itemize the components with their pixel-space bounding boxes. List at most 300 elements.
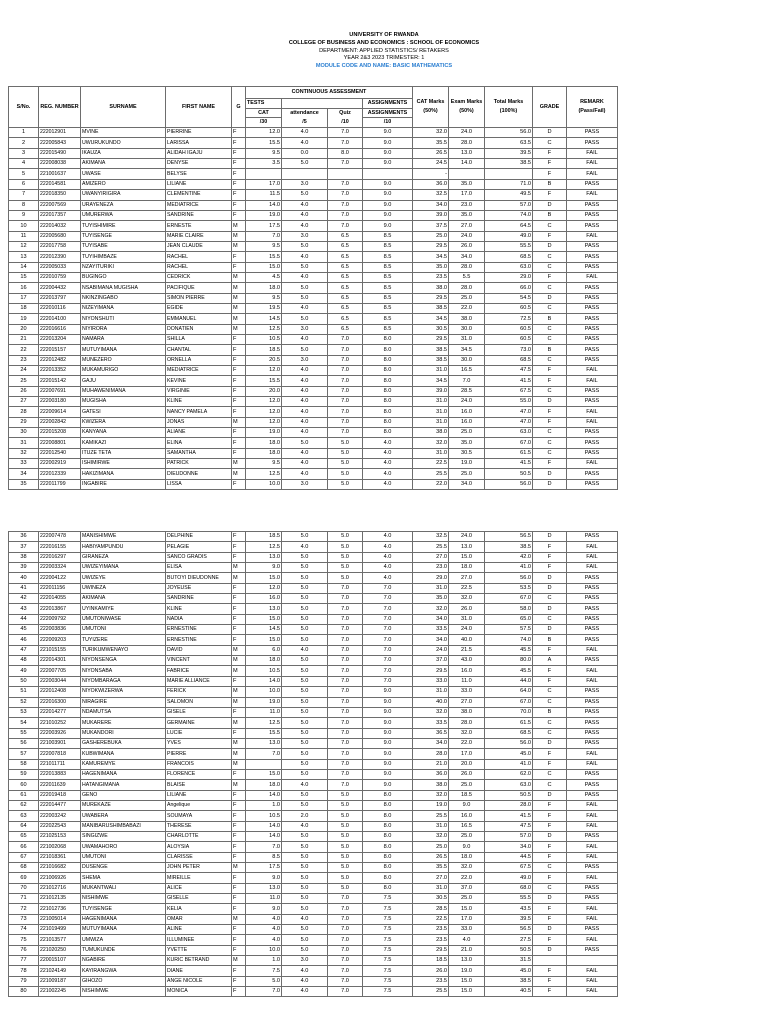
cell-cat-marks: 24.5: [413, 159, 449, 169]
cell-surname: NAMARA: [81, 334, 166, 344]
table-row: [9, 448, 618, 458]
cell-sno: 45: [9, 625, 39, 635]
cell-first-name: FABRICE: [166, 666, 232, 676]
cell-sno: 10: [9, 221, 39, 231]
cell-total-marks: 38.5: [485, 976, 533, 986]
cell-attendance: 4.0: [282, 976, 328, 986]
table-row: [9, 821, 618, 831]
cell-total-marks: 67.5: [485, 386, 533, 396]
cell-gender: F: [232, 935, 246, 945]
cell-quiz: 5.0: [328, 821, 363, 831]
cell-assignments: 8.5: [363, 231, 413, 241]
cell-reg-number: 221011711: [39, 759, 81, 769]
cell-cat: 13.0: [246, 738, 282, 748]
quiz-label: Quiz: [339, 110, 351, 117]
cell-cat: 12.0: [246, 397, 282, 407]
cell-surname: UWANYIRIGIRA: [81, 190, 166, 200]
cell-quiz: 5.0: [328, 552, 363, 562]
cell-surname: NIYOMBARAGA: [81, 676, 166, 686]
cell-quiz: 5.0: [328, 811, 363, 821]
cell-assignments: 7.0: [363, 666, 413, 676]
cell-first-name: ELISA: [166, 563, 232, 573]
cell-assignments: 7.0: [363, 635, 413, 645]
cell-first-name: ERNESTE: [166, 221, 232, 231]
cell-grade: C: [533, 780, 567, 790]
col-surname: SURNAME: [81, 87, 166, 128]
cell-first-name: VIRGINIE: [166, 386, 232, 396]
cell-attendance: 3.0: [282, 231, 328, 241]
cell-assignments: 7.5: [363, 945, 413, 955]
cell-cat: 18.0: [246, 780, 282, 790]
cell-exam-marks: 4.0: [449, 935, 485, 945]
cell-gender: M: [232, 314, 246, 324]
cell-surname: AKIMANA: [81, 159, 166, 169]
cell-exam-marks: 28.0: [449, 718, 485, 728]
cell-reg-number: 222003324: [39, 563, 81, 573]
cell-cat: 17.0: [246, 179, 282, 189]
cell-attendance: 5.0: [282, 552, 328, 562]
cell-sno: 5: [9, 169, 39, 179]
cell-reg-number: 221006926: [39, 873, 81, 883]
table-row: [9, 645, 618, 655]
cell-quiz: 7.0: [328, 945, 363, 955]
cell-grade: F: [533, 935, 567, 945]
cell-cat-marks: 39.0: [413, 386, 449, 396]
cell-remark: FAIL: [567, 800, 618, 810]
cell-attendance: 5.0: [282, 635, 328, 645]
cell-total-marks: 43.5: [485, 904, 533, 914]
cell-total-marks: 67.0: [485, 594, 533, 604]
cell-quiz: 7.0: [328, 428, 363, 438]
cell-total-marks: 41.0: [485, 563, 533, 573]
cell-grade: B: [533, 635, 567, 645]
cell-gender: F: [232, 842, 246, 852]
cell-gender: M: [232, 666, 246, 676]
cell-cat: 12.0: [246, 583, 282, 593]
cell-attendance: 4.0: [282, 821, 328, 831]
cell-quiz: 7.0: [328, 179, 363, 189]
cell-quiz: 7.0: [328, 138, 363, 148]
cell-sno: 78: [9, 966, 39, 976]
cell-sno: 69: [9, 873, 39, 883]
cell-total-marks: 67.0: [485, 697, 533, 707]
cell-remark: PASS: [567, 283, 618, 293]
cell-surname: NIYONSABA: [81, 666, 166, 676]
cell-sno: 44: [9, 614, 39, 624]
cell-cat-marks: 24.0: [413, 645, 449, 655]
cell-first-name: MEDIATRICE: [166, 366, 232, 376]
cell-first-name: ALIDAH IGAJU: [166, 148, 232, 158]
cell-sno: 64: [9, 821, 39, 831]
cell-quiz: 5.0: [328, 873, 363, 883]
cell-reg-number: 222004122: [39, 573, 81, 583]
col-first-name: FIRST NAME: [166, 87, 232, 128]
cell-total-marks: 41.5: [485, 376, 533, 386]
cell-gender: M: [232, 573, 246, 583]
cell-remark: FAIL: [567, 563, 618, 573]
cell-quiz: 7.0: [328, 635, 363, 645]
cell-reg-number: 222009792: [39, 614, 81, 624]
cell-attendance: 4.0: [282, 459, 328, 469]
cell-exam-marks: 28.0: [449, 262, 485, 272]
cell-surname: UWASE: [81, 169, 166, 179]
cell-grade: F: [533, 873, 567, 883]
table-row: [9, 190, 618, 200]
cell-grade: B: [533, 210, 567, 220]
cell-reg-number: 222012901: [39, 128, 81, 138]
cell-assignments: 8.0: [363, 407, 413, 417]
cell-reg-number: 222016300: [39, 697, 81, 707]
cell-grade: D: [533, 790, 567, 800]
table-row: [9, 221, 618, 231]
table-row: [9, 397, 618, 407]
cell-cat: 17.5: [246, 221, 282, 231]
cell-surname: UWABERA: [81, 811, 166, 821]
cell-exam-marks: 15.0: [449, 904, 485, 914]
cell-total-marks: 60.5: [485, 303, 533, 313]
cell-cat-marks: 36.0: [413, 769, 449, 779]
table-row: [9, 614, 618, 624]
cell-sno: 40: [9, 573, 39, 583]
cell-gender: M: [232, 231, 246, 241]
cell-surname: UMURERWA: [81, 210, 166, 220]
cell-remark: PASS: [567, 573, 618, 583]
cell-assignments: 8.5: [363, 252, 413, 262]
cell-cat: 18.0: [246, 448, 282, 458]
cell-sno: 65: [9, 831, 39, 841]
table-row: [9, 883, 618, 893]
cell-sno: 18: [9, 303, 39, 313]
cell-attendance: 4.0: [282, 128, 328, 138]
cell-grade: C: [533, 303, 567, 313]
cell-cat: 14.0: [246, 821, 282, 831]
cell-assignments: 4.0: [363, 479, 413, 489]
cell-sno: 24: [9, 366, 39, 376]
cell-assignments: 8.0: [363, 397, 413, 407]
cell-attendance: 5.0: [282, 863, 328, 873]
cell-sno: 53: [9, 707, 39, 717]
cell-sno: 73: [9, 914, 39, 924]
cell-surname: MUKANDORI: [81, 728, 166, 738]
cell-cat-marks: 23.5: [413, 935, 449, 945]
cell-cat: 14.5: [246, 314, 282, 324]
cell-cat: 9.5: [246, 241, 282, 251]
cell-cat: 1.0: [246, 956, 282, 966]
cell-reg-number: 222003926: [39, 728, 81, 738]
table-row: [9, 169, 618, 179]
cell-cat: 18.5: [246, 532, 282, 542]
cell-surname: UWINEZA: [81, 583, 166, 593]
cell-first-name: DAVID: [166, 645, 232, 655]
cell-exam-marks: 25.0: [449, 469, 485, 479]
table-row: [9, 625, 618, 635]
cell-quiz: 7.0: [328, 956, 363, 966]
cell-assignments: 8.0: [363, 790, 413, 800]
cell-cat-marks: 32.5: [413, 532, 449, 542]
cell-reg-number: 222010116: [39, 303, 81, 313]
cell-assignments: 7.0: [363, 676, 413, 686]
cell-quiz: 6.5: [328, 241, 363, 251]
cell-total-marks: 50.5: [485, 469, 533, 479]
table-row: [9, 386, 618, 396]
table-row: [9, 417, 618, 427]
cell-surname: HAGENIMANA: [81, 914, 166, 924]
cell-gender: F: [232, 976, 246, 986]
cell-surname: NKINZINGABO: [81, 293, 166, 303]
cell-sno: 77: [9, 956, 39, 966]
cell-exam-marks: 21.0: [449, 945, 485, 955]
cell-surname: HATANGIMANA: [81, 780, 166, 790]
col-gender: G: [232, 87, 246, 128]
cell-total-marks: 74.0: [485, 210, 533, 220]
cell-cat-marks: 32.0: [413, 438, 449, 448]
cell-surname: MUREKAZE: [81, 800, 166, 810]
cell-quiz: 8.0: [328, 148, 363, 158]
cell-sno: 62: [9, 800, 39, 810]
cell-attendance: 4.0: [282, 914, 328, 924]
cell-exam-marks: 30.5: [449, 448, 485, 458]
cell-gender: F: [232, 604, 246, 614]
cell-cat-marks: 31.0: [413, 821, 449, 831]
cell-cat: 9.5: [246, 148, 282, 158]
cell-cat-marks: 25.5: [413, 542, 449, 552]
cell-exam-marks: 13.0: [449, 148, 485, 158]
cell-reg-number: 222007691: [39, 386, 81, 396]
cell-gender: F: [232, 128, 246, 138]
cell-exam-marks: 22.5: [449, 583, 485, 593]
cell-attendance: 4.0: [282, 272, 328, 282]
cell-exam-marks: 37.0: [449, 883, 485, 893]
cell-total-marks: 39.5: [485, 148, 533, 158]
cell-gender: F: [232, 852, 246, 862]
cell-remark: FAIL: [567, 759, 618, 769]
cell-cat: 10.0: [246, 945, 282, 955]
cell-surname: UWIZEYIMANA: [81, 563, 166, 573]
cell-remark: PASS: [567, 241, 618, 251]
cell-total-marks: 40.5: [485, 987, 533, 997]
cell-reg-number: 222015208: [39, 428, 81, 438]
cell-exam-marks: 25.0: [449, 428, 485, 438]
cell-cat: 12.0: [246, 407, 282, 417]
cell-cat: 11.0: [246, 707, 282, 717]
cell-reg-number: 222014581: [39, 179, 81, 189]
cell-attendance: 5.0: [282, 707, 328, 717]
cell-sno: 61: [9, 790, 39, 800]
cell-cat-marks: 38.5: [413, 345, 449, 355]
cell-cat-marks: 30.5: [413, 324, 449, 334]
cell-grade: D: [533, 200, 567, 210]
cell-first-name: YVES: [166, 738, 232, 748]
cell-remark: PASS: [567, 604, 618, 614]
cell-assignments: 8.5: [363, 324, 413, 334]
cell-gender: M: [232, 645, 246, 655]
cell-grade: D: [533, 894, 567, 904]
cell-remark: FAIL: [567, 645, 618, 655]
cell-cat-marks: 34.0: [413, 200, 449, 210]
cell-assignments: 8.5: [363, 241, 413, 251]
cell-quiz: 7.0: [328, 397, 363, 407]
cell-grade: F: [533, 272, 567, 282]
col-grade: GRADE: [533, 87, 567, 128]
cell-remark: PASS: [567, 738, 618, 748]
cell-surname: NISHIMWE: [81, 894, 166, 904]
cell-grade: F: [533, 811, 567, 821]
cell-sno: 52: [9, 697, 39, 707]
cell-assignments: 4.0: [363, 573, 413, 583]
table-row: [9, 759, 618, 769]
cell-quiz: 5.0: [328, 438, 363, 448]
cell-exam-marks: 22.0: [449, 738, 485, 748]
cell-attendance: 5.0: [282, 241, 328, 251]
cell-cat-marks: 23.5: [413, 925, 449, 935]
cell-total-marks: 58.0: [485, 604, 533, 614]
cell-assignments: 7.0: [363, 604, 413, 614]
cell-total-marks: 56.5: [485, 925, 533, 935]
cell-exam-marks: 24.0: [449, 625, 485, 635]
cell-assignments: 4.0: [363, 459, 413, 469]
cell-gender: F: [232, 769, 246, 779]
cell-cat-marks: 26.0: [413, 966, 449, 976]
cell-cat-marks: 34.5: [413, 376, 449, 386]
cell-first-name: LARISSA: [166, 138, 232, 148]
cell-sno: 51: [9, 687, 39, 697]
cell-quiz: 7.0: [328, 769, 363, 779]
cell-surname: INGABIRE: [81, 479, 166, 489]
cell-sno: 19: [9, 314, 39, 324]
cell-surname: KWIZERA: [81, 417, 166, 427]
cell-remark: PASS: [567, 128, 618, 138]
table-row: [9, 718, 618, 728]
cell-surname: ITUZE TETA: [81, 448, 166, 458]
cell-exam-marks: 28.0: [449, 138, 485, 148]
cell-cat-marks: 33.5: [413, 718, 449, 728]
cell-reg-number: 221002068: [39, 842, 81, 852]
cell-first-name: ILLUMINEE: [166, 935, 232, 945]
cell-cat: 19.0: [246, 428, 282, 438]
cell-cat: 18.0: [246, 656, 282, 666]
cell-gender: M: [232, 563, 246, 573]
cell-grade: C: [533, 262, 567, 272]
cell-cat-marks: 29.5: [413, 334, 449, 344]
table-row: [9, 604, 618, 614]
cell-surname: HABIYAMPUNDU: [81, 542, 166, 552]
cell-remark: FAIL: [567, 935, 618, 945]
cell-cat-marks: -: [413, 169, 449, 179]
cell-exam-marks: 27.0: [449, 697, 485, 707]
col-assignments-2: ASSIGNMENTS: [363, 108, 413, 118]
cell-quiz: 7.0: [328, 759, 363, 769]
cell-cat-marks: 35.0: [413, 262, 449, 272]
cell-grade: C: [533, 355, 567, 365]
cell-attendance: 5.0: [282, 283, 328, 293]
cell-exam-marks: 16.5: [449, 366, 485, 376]
cell-grade: D: [533, 573, 567, 583]
cell-first-name: DIEUDONNE: [166, 469, 232, 479]
cell-first-name: SAMANTHA: [166, 448, 232, 458]
cell-total-marks: 44.5: [485, 852, 533, 862]
cell-total-marks: 49.0: [485, 231, 533, 241]
cell-gender: F: [232, 811, 246, 821]
cell-exam-marks: 13.0: [449, 542, 485, 552]
cell-assignments: [363, 169, 413, 179]
cell-cat: 10.5: [246, 666, 282, 676]
cell-sno: 2: [9, 138, 39, 148]
cell-cat: 15.5: [246, 376, 282, 386]
cell-attendance: 4.0: [282, 780, 328, 790]
cell-cat: 13.0: [246, 552, 282, 562]
cell-grade: D: [533, 397, 567, 407]
cell-cat: 10.5: [246, 811, 282, 821]
cell-assignments: 9.0: [363, 148, 413, 158]
cell-gender: F: [232, 448, 246, 458]
cell-reg-number: 222012482: [39, 355, 81, 365]
cell-assignments: 7.5: [363, 976, 413, 986]
cell-remark: PASS: [567, 293, 618, 303]
table-row: [9, 459, 618, 469]
col-cat-marks: CAT Marks (50%): [413, 87, 449, 128]
cell-remark: PASS: [567, 831, 618, 841]
cell-first-name: PIERRINE: [166, 128, 232, 138]
cell-remark: FAIL: [567, 821, 618, 831]
cell-surname: KUBWIMANA: [81, 749, 166, 759]
col-tests: TESTS: [246, 99, 282, 109]
cell-grade: B: [533, 345, 567, 355]
cell-cat: 4.5: [246, 272, 282, 282]
cell-remark: FAIL: [567, 676, 618, 686]
cell-cat: [246, 169, 282, 179]
cell-cat: 11.5: [246, 190, 282, 200]
cell-attendance: 0.0: [282, 148, 328, 158]
cell-total-marks: 64.5: [485, 221, 533, 231]
cell-remark: FAIL: [567, 842, 618, 852]
cell-reg-number: 221012716: [39, 883, 81, 893]
cell-total-marks: 45.5: [485, 666, 533, 676]
cell-quiz: 6.5: [328, 283, 363, 293]
cell-exam-marks: 22.0: [449, 303, 485, 313]
cell-exam-marks: 31.0: [449, 614, 485, 624]
cell-first-name: JOHN PETER: [166, 863, 232, 873]
cell-surname: NIRAGIRE: [81, 697, 166, 707]
cell-remark: PASS: [567, 314, 618, 324]
cell-total-marks: 55.5: [485, 241, 533, 251]
cell-remark: PASS: [567, 532, 618, 542]
cell-grade: F: [533, 159, 567, 169]
cell-total-marks: 34.0: [485, 842, 533, 852]
cell-reg-number: 222012390: [39, 252, 81, 262]
col-reg-number: REG. NUMBER: [39, 87, 81, 128]
cell-cat-marks: 21.0: [413, 759, 449, 769]
cell-assignments: 8.0: [363, 842, 413, 852]
cell-cat: 7.5: [246, 966, 282, 976]
cell-attendance: 5.0: [282, 583, 328, 593]
cell-surname: NIZEYIMANA: [81, 303, 166, 313]
cell-cat: 10.5: [246, 334, 282, 344]
cell-gender: F: [232, 594, 246, 604]
cell-exam-marks: 30.0: [449, 355, 485, 365]
cell-assignments: 8.0: [363, 417, 413, 427]
cell-surname: MUKARERE: [81, 718, 166, 728]
cell-sno: 9: [9, 210, 39, 220]
table-row: [9, 697, 618, 707]
cell-assignments: 9.0: [363, 759, 413, 769]
cell-reg-number: 222013204: [39, 334, 81, 344]
cell-cat-marks: 22.5: [413, 459, 449, 469]
cell-sno: 56: [9, 738, 39, 748]
cell-remark: PASS: [567, 221, 618, 231]
cell-remark: FAIL: [567, 873, 618, 883]
cell-attendance: 5.0: [282, 935, 328, 945]
cell-first-name: LILIANE: [166, 790, 232, 800]
